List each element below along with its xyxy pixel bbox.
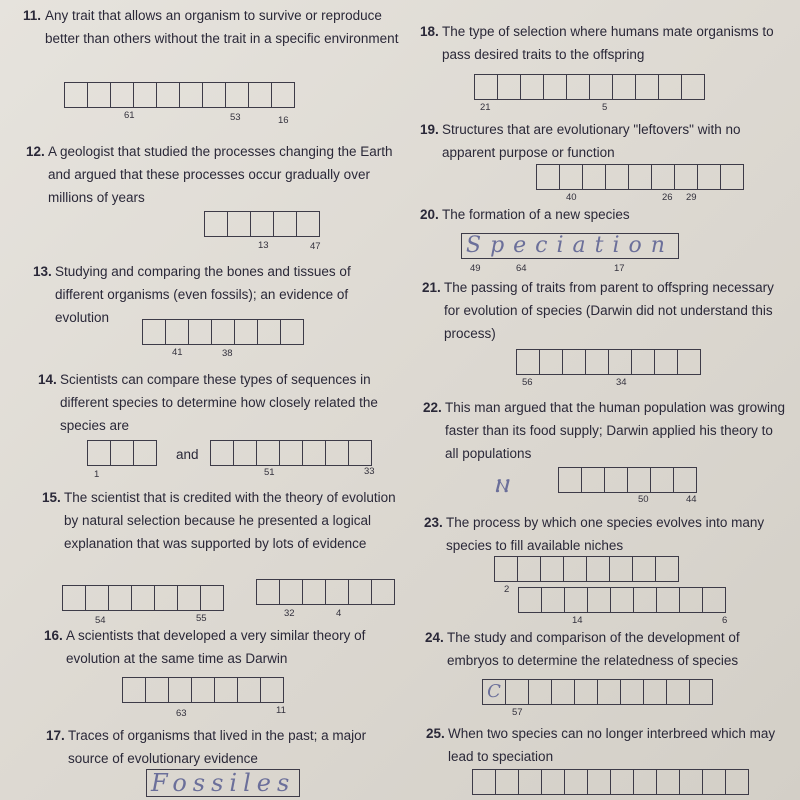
box-number: 56 — [522, 377, 533, 388]
letter-box[interactable] — [632, 556, 655, 582]
letter-box[interactable] — [674, 164, 697, 190]
letter-box[interactable] — [64, 82, 87, 108]
letter-box[interactable] — [558, 467, 581, 493]
box-number: 2 — [504, 584, 510, 595]
letter-box[interactable] — [655, 556, 679, 582]
answer-grid-17[interactable] — [146, 769, 300, 797]
letter-box[interactable] — [474, 74, 497, 100]
letter-box[interactable] — [536, 164, 559, 190]
letter-box[interactable]: C — [482, 679, 505, 705]
letter-box[interactable] — [589, 74, 612, 100]
letter-box[interactable] — [188, 319, 211, 345]
letter-box[interactable] — [296, 211, 320, 237]
answer-grid-11[interactable] — [64, 82, 295, 108]
letter-box[interactable] — [720, 164, 744, 190]
letter-box[interactable] — [279, 579, 302, 605]
question-number: 22. — [423, 400, 442, 415]
question-number: 21. — [422, 280, 441, 295]
handwritten-answer[interactable]: Speciation — [461, 233, 679, 259]
question-18 — [420, 20, 782, 66]
answer-grid-24[interactable] — [482, 679, 713, 705]
letter-box[interactable] — [142, 319, 165, 345]
handwritten-mark: ⲛ — [494, 466, 509, 499]
letter-box[interactable] — [656, 587, 679, 613]
letter-box[interactable] — [133, 440, 157, 466]
box-number: 44 — [686, 494, 697, 505]
box-number: 61 — [124, 110, 135, 121]
letter-box[interactable] — [131, 585, 154, 611]
box-number: 4 — [336, 608, 342, 619]
letter-box[interactable] — [564, 587, 587, 613]
letter-box[interactable] — [608, 349, 631, 375]
question-number: 18. — [420, 24, 439, 39]
letter-box[interactable] — [605, 164, 628, 190]
letter-box[interactable] — [540, 556, 563, 582]
box-number: 33 — [364, 466, 375, 477]
letter-box[interactable] — [108, 585, 131, 611]
answer-grid-25[interactable] — [472, 769, 749, 795]
box-number: 13 — [258, 240, 269, 251]
letter-box[interactable] — [250, 211, 273, 237]
letter-box[interactable] — [200, 585, 224, 611]
box-number: 1 — [94, 469, 100, 480]
letter-box[interactable] — [633, 587, 656, 613]
answer-grid-14b[interactable] — [210, 440, 372, 466]
letter-box[interactable] — [633, 769, 656, 795]
answer-grid-20[interactable] — [461, 233, 679, 259]
box-number: 50 — [638, 494, 649, 505]
letter-box[interactable] — [280, 319, 304, 345]
question-number: 25. — [426, 726, 445, 741]
letter-box[interactable] — [371, 579, 395, 605]
letter-box[interactable] — [677, 349, 701, 375]
question-text: A scientists that developed a very similar theory of evolution at the same time as Darwin — [66, 628, 366, 666]
letter-box[interactable] — [145, 677, 168, 703]
box-number: 41 — [172, 347, 183, 358]
letter-box[interactable] — [643, 679, 666, 705]
answer-grid-12[interactable] — [204, 211, 320, 237]
letter-box[interactable] — [581, 467, 604, 493]
question-15 — [42, 486, 409, 555]
letter-box[interactable] — [612, 74, 635, 100]
question-number: 20. — [420, 207, 439, 222]
letter-box[interactable] — [85, 585, 108, 611]
question-20 — [420, 203, 782, 226]
box-number: 5 — [602, 102, 608, 113]
box-number: 51 — [264, 467, 275, 478]
letter-box[interactable] — [656, 769, 679, 795]
letter-box[interactable] — [191, 677, 214, 703]
box-number: 38 — [222, 348, 233, 359]
box-number: 53 — [230, 112, 241, 123]
box-number: 64 — [516, 263, 527, 274]
box-number: 63 — [176, 708, 187, 719]
letter-box[interactable] — [518, 769, 541, 795]
letter-box[interactable] — [248, 82, 271, 108]
box-number: 21 — [480, 102, 491, 113]
letter-box[interactable] — [650, 467, 673, 493]
letter-box[interactable] — [177, 585, 200, 611]
letter-box[interactable] — [279, 440, 302, 466]
letter-box[interactable] — [585, 349, 608, 375]
question-17 — [46, 724, 408, 770]
letter-box[interactable] — [574, 679, 597, 705]
question-14 — [38, 368, 410, 437]
box-number: 6 — [722, 615, 728, 626]
letter-box[interactable] — [518, 587, 541, 613]
letter-box[interactable] — [604, 467, 627, 493]
question-number: 14. — [38, 372, 57, 387]
letter-box[interactable] — [587, 587, 610, 613]
question-16 — [44, 624, 411, 670]
letter-box[interactable] — [156, 82, 179, 108]
box-number: 55 — [196, 613, 207, 624]
letter-box[interactable] — [497, 74, 520, 100]
letter-box[interactable] — [348, 440, 372, 466]
letter-box[interactable] — [516, 349, 539, 375]
letter-box[interactable] — [610, 587, 633, 613]
box-number: 11 — [276, 705, 286, 716]
answer-grid-19[interactable] — [536, 164, 744, 190]
and-label: and — [176, 447, 199, 462]
letter-box[interactable] — [628, 164, 651, 190]
letter-box[interactable] — [681, 74, 705, 100]
letter-box[interactable] — [325, 440, 348, 466]
letter-box[interactable] — [302, 440, 325, 466]
letter-box[interactable] — [110, 82, 133, 108]
letter-box[interactable] — [597, 679, 620, 705]
answer-grid-23a[interactable] — [494, 556, 679, 582]
letter-box[interactable] — [697, 164, 720, 190]
answer-grid-14a[interactable] — [87, 440, 157, 466]
letter-box[interactable] — [702, 587, 726, 613]
letter-box[interactable] — [610, 769, 633, 795]
letter-box[interactable] — [133, 82, 156, 108]
letter-box[interactable] — [154, 585, 177, 611]
question-text: The study and comparison of the development of embryos to determine the relatedness of species — [447, 630, 740, 668]
question-text: When two species can no longer interbreed which may lead to speciation — [448, 726, 776, 764]
box-number: 47 — [310, 241, 321, 252]
letter-box[interactable] — [609, 556, 632, 582]
letter-box[interactable] — [666, 679, 689, 705]
letter-box[interactable] — [168, 677, 191, 703]
letter-box[interactable] — [494, 556, 517, 582]
letter-box[interactable] — [122, 677, 145, 703]
box-number: 40 — [566, 192, 577, 203]
question-text: The type of selection where humans mate organisms to pass desired traits to the offspring — [442, 24, 774, 62]
letter-box[interactable] — [179, 82, 202, 108]
letter-box[interactable] — [528, 679, 551, 705]
box-number: 26 — [662, 192, 673, 203]
box-number: 14 — [572, 615, 583, 626]
letter-box[interactable] — [627, 467, 650, 493]
letter-box[interactable] — [273, 211, 296, 237]
letter-box[interactable] — [234, 319, 257, 345]
question-number: 12. — [26, 144, 45, 159]
letter-box[interactable] — [587, 769, 610, 795]
letter-box[interactable] — [702, 769, 725, 795]
letter-box[interactable] — [635, 74, 658, 100]
letter-box[interactable] — [566, 74, 589, 100]
letter-box[interactable] — [256, 440, 279, 466]
letter-box[interactable] — [559, 164, 582, 190]
question-21 — [422, 276, 784, 345]
letter-box[interactable] — [165, 319, 188, 345]
letter-box[interactable] — [204, 211, 227, 237]
letter-box[interactable] — [227, 211, 250, 237]
box-number: 32 — [284, 608, 295, 619]
letter-box[interactable] — [271, 82, 295, 108]
letter-box[interactable] — [233, 440, 256, 466]
question-number: 24. — [425, 630, 444, 645]
question-text: Studying and comparing the bones and tissues of different organisms (even fossils); an evidence of evolution — [55, 264, 351, 325]
letter-box[interactable] — [517, 556, 540, 582]
letter-box[interactable] — [260, 677, 284, 703]
letter-box[interactable] — [541, 769, 564, 795]
letter-box[interactable] — [256, 579, 279, 605]
letter-box[interactable] — [348, 579, 371, 605]
letter-box[interactable] — [505, 679, 528, 705]
question-number: 11. — [23, 8, 42, 23]
letter-box[interactable] — [211, 319, 234, 345]
letter-box[interactable] — [87, 82, 110, 108]
question-text: The passing of traits from parent to offspring necessary for evolution of species (Darwin did not understand this process) — [444, 280, 774, 341]
question-number: 16. — [44, 628, 63, 643]
letter-box[interactable] — [564, 769, 587, 795]
box-number: 17 — [614, 263, 625, 274]
letter-box[interactable] — [62, 585, 85, 611]
question-25 — [426, 722, 788, 768]
question-number: 15. — [42, 490, 61, 505]
answer-grid-18[interactable] — [474, 74, 705, 100]
question-text: The scientist that is credited with the theory of evolution by natural selection because he presented a logical explanation that was supported by lots of evidence — [64, 490, 396, 551]
letter-box[interactable] — [472, 769, 495, 795]
answer-grid-15b[interactable] — [256, 579, 395, 605]
letter-box[interactable] — [651, 164, 674, 190]
letter-box[interactable] — [679, 587, 702, 613]
letter-box[interactable] — [302, 579, 325, 605]
question-11 — [23, 4, 410, 50]
letter-box[interactable] — [87, 440, 110, 466]
answer-grid-15a[interactable] — [62, 585, 224, 611]
question-text: Scientists can compare these types of sequences in different species to determine how closely related the species are — [60, 372, 378, 433]
letter-box[interactable] — [214, 677, 237, 703]
letter-box[interactable] — [658, 74, 681, 100]
letter-box[interactable] — [725, 769, 749, 795]
letter-box[interactable] — [541, 587, 564, 613]
letter-box[interactable] — [110, 440, 133, 466]
question-number: 13. — [33, 264, 52, 279]
box-number: 34 — [616, 377, 627, 388]
answer-grid-16[interactable] — [122, 677, 284, 703]
question-text: Structures that are evolutionary "leftovers" with no apparent purpose or function — [442, 122, 741, 160]
letter-box[interactable] — [520, 74, 543, 100]
letter-box[interactable] — [673, 467, 697, 493]
box-number: 16 — [278, 115, 289, 126]
letter-box[interactable] — [679, 769, 702, 795]
letter-box[interactable] — [210, 440, 233, 466]
question-text: This man argued that the human population was growing faster than its food supply; Darwin applied his theory to all populations — [445, 400, 785, 461]
question-23 — [424, 511, 786, 557]
letter-box[interactable] — [202, 82, 225, 108]
question-text: Any trait that allows an organism to survive or reproduce better than others without the trait in a specific environment — [45, 8, 399, 46]
letter-box[interactable] — [631, 349, 654, 375]
question-text: The formation of a new species — [442, 207, 630, 222]
question-12 — [26, 140, 408, 209]
letter-box[interactable] — [225, 82, 248, 108]
letter-box[interactable] — [562, 349, 585, 375]
letter-box[interactable] — [551, 679, 574, 705]
letter-box[interactable] — [325, 579, 348, 605]
letter-box[interactable] — [539, 349, 562, 375]
question-19 — [420, 118, 787, 164]
letter-box[interactable] — [257, 319, 280, 345]
handwritten-answer[interactable]: Fossiles — [146, 769, 300, 797]
box-number: 54 — [95, 615, 106, 626]
letter-box[interactable] — [582, 164, 605, 190]
answer-grid-21[interactable] — [516, 349, 701, 375]
question-text: Traces of organisms that lived in the past; a major source of evolutionary evidence — [68, 728, 367, 766]
question-text: The process by which one species evolves into many species to fill available niches — [446, 515, 765, 553]
answer-grid-13[interactable] — [142, 319, 304, 345]
question-22 — [423, 396, 790, 465]
box-number: 49 — [470, 263, 481, 274]
letter-box[interactable] — [495, 769, 518, 795]
box-number: 57 — [512, 707, 523, 718]
answer-grid-22[interactable] — [558, 467, 697, 493]
question-text: A geologist that studied the processes changing the Earth and argued that these processes occur gradually over millions of years — [48, 144, 393, 205]
letter-box[interactable] — [563, 556, 586, 582]
question-24 — [425, 626, 787, 672]
letter-box[interactable] — [586, 556, 609, 582]
question-number: 17. — [46, 728, 65, 743]
letter-box[interactable] — [237, 677, 260, 703]
letter-box[interactable] — [654, 349, 677, 375]
letter-box[interactable] — [543, 74, 566, 100]
answer-grid-23b[interactable] — [518, 587, 726, 613]
question-number: 23. — [424, 515, 443, 530]
letter-box[interactable] — [689, 679, 713, 705]
question-number: 19. — [420, 122, 439, 137]
letter-box[interactable] — [620, 679, 643, 705]
box-number: 29 — [686, 192, 697, 203]
